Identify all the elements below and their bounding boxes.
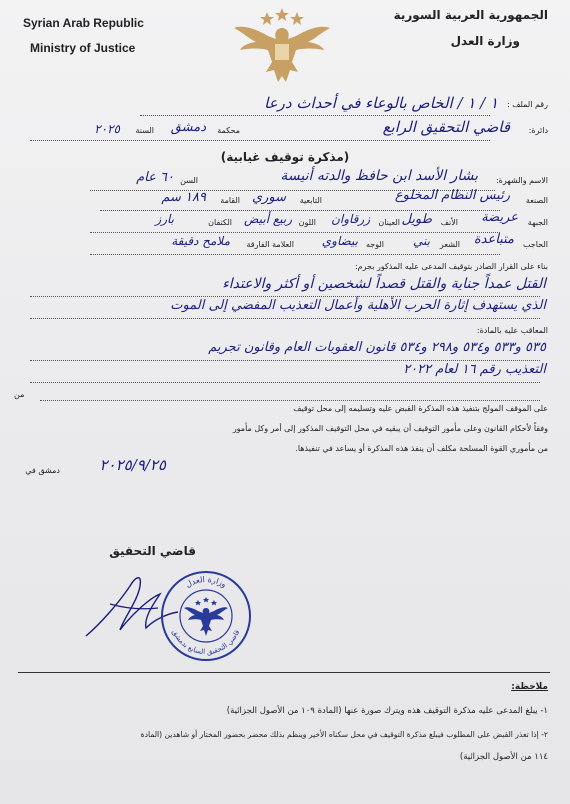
name-label: الاسم والشهرة: [495,176,548,185]
ministry-en: Ministry of Justice [30,41,136,55]
dotted-line [30,296,540,297]
court-value: دمشق [170,120,206,135]
skin-color-value: ربيع أبيض [244,212,292,226]
skin-color-label: اللون [298,218,316,227]
shoulders-label: الكتفان [208,218,232,227]
country-en: Syrian Arab Republic [23,16,144,30]
dotted-line [140,115,490,116]
court-stamp [158,568,254,664]
body-line-1: على الموقف المولج بتنفيذ هذه المذكرة القبض عليه وتسليمه إلى محل توقيف [293,404,548,413]
name-value: بشار الأسد ابن حافظ والدته أنيسة [280,168,478,184]
date-value: ٢٠٢٥/٩/٢٥ [99,456,166,474]
from-label: من [14,390,25,399]
age-label: السن [180,176,198,185]
document-title: (مذكرة توقيف غيابية) [220,150,350,164]
face-value: بيضاوي [321,234,358,248]
note-2: ٢- إذا تعذر القبض على المطلوب فيبلغ مذكرة التوقيف في محل سكناه الأخير وينظم بذلك محضر بحضور المختار أو شاهدين (المادة [140,730,548,739]
dotted-line [30,382,540,383]
nose-label: الأنف [440,218,458,227]
brow-label: الحاجب [522,240,548,249]
dotted-line [90,232,500,233]
dotted-line [30,318,540,319]
article-line-1: ٥٣٥ و٥٣٣ و٥٣٤ و٢٩٨ و٥٣٤ قانون العقوبات العام وقانون تجريم [208,340,546,355]
court-label: محكمة [217,126,240,135]
article-label: المعاقب عليه بالمادة: [476,326,548,335]
body-line-2: وفقاً لأحكام القانون وعلى مأمور التوقيف أن يبقيه في محل التوقيف المذكور إلى أمر وكل مأمور [232,424,548,433]
divider [18,672,550,673]
stamp-bottom-text: قاضي التحقيق السابع بدمشق [170,628,242,657]
judge-title: قاضي التحقيق [109,544,196,558]
height-label: القامة [220,196,240,205]
nose-value: طويل [401,212,432,227]
crime-intro: بناء على القرار الصادر بتوقيف المدعى عليه المذكور بجرم: [354,262,548,271]
hair-value: بني [413,234,430,248]
circle-label: دائرة: [528,126,548,135]
height-value: ١٨٩ سم [161,190,206,205]
date-label: دمشق في [25,466,60,475]
job-value: رئيس النظام المخلوع [394,188,510,203]
mark-value: ملامح دقيقة [171,234,230,248]
body-line-3: من مأموري القوة المسلحة مكلف أن ينفذ هذه المذكرة أو يساعد في تنفيذها. [295,444,548,453]
dotted-line [30,360,540,361]
forehead-label: الجبهة [527,218,548,227]
age-value: ٦٠ عام [136,170,174,185]
shoulders-value: بارز [155,212,174,226]
note-1: ١- يبلغ المدعى عليه مذكرة التوقيف هذه ويترك صورة عنها (المادة ١٠٩ من الأصول الجزائية) [226,706,548,716]
note-3: ١١٤ من الأصول الجزائية) [459,752,548,762]
job-label: الصنعة [525,196,548,205]
brow-value: متباعدة [473,232,514,247]
file-number-value: ١ / ١ / الخاص بالوعاء في أحداث درعا [264,94,498,112]
year-value: ٢٠٢٥ [94,122,120,136]
face-label: الوجه [365,240,384,249]
eyes-label: العينان [378,218,400,227]
eagle-emblem-icon [228,6,336,90]
eyes-value: زرقاوان [331,212,370,226]
ministry-ar: وزارة العدل [450,34,520,48]
circle-value: قاضي التحقيق الرابع [382,118,510,136]
nationality-value: سوري [251,190,286,205]
forehead-value: عريضة [481,210,518,225]
dotted-line [90,254,500,255]
stamp-top-text: وزارة العدل [184,575,229,590]
dotted-line [100,210,500,211]
dotted-line [40,400,540,401]
year-label: السنة [135,126,154,135]
hair-label: الشعر [439,240,460,249]
country-ar: الجمهورية العربية السورية [393,8,548,22]
crime-line-1: القتل عمداً جناية والقتل قصداً لشخصين أو أكثر والاعتداء [222,276,546,292]
svg-text:وزارة العدل [184,575,228,589]
dotted-line [30,140,490,141]
nationality-label: التابعية [299,196,322,205]
mark-label: العلامة الفارقة [246,240,294,249]
file-number-label: رقم الملف : [506,100,548,109]
notes-title: ملاحظة: [511,682,548,692]
article-line-2: التعذيب رقم ١٦ لعام ٢٠٢٢ [403,362,546,377]
stamp-eagle-icon [184,597,228,636]
crime-line-2: الذي يستهدف إثارة الحرب الأهلية وأعمال التعذيب المفضي إلى الموت [170,298,546,313]
